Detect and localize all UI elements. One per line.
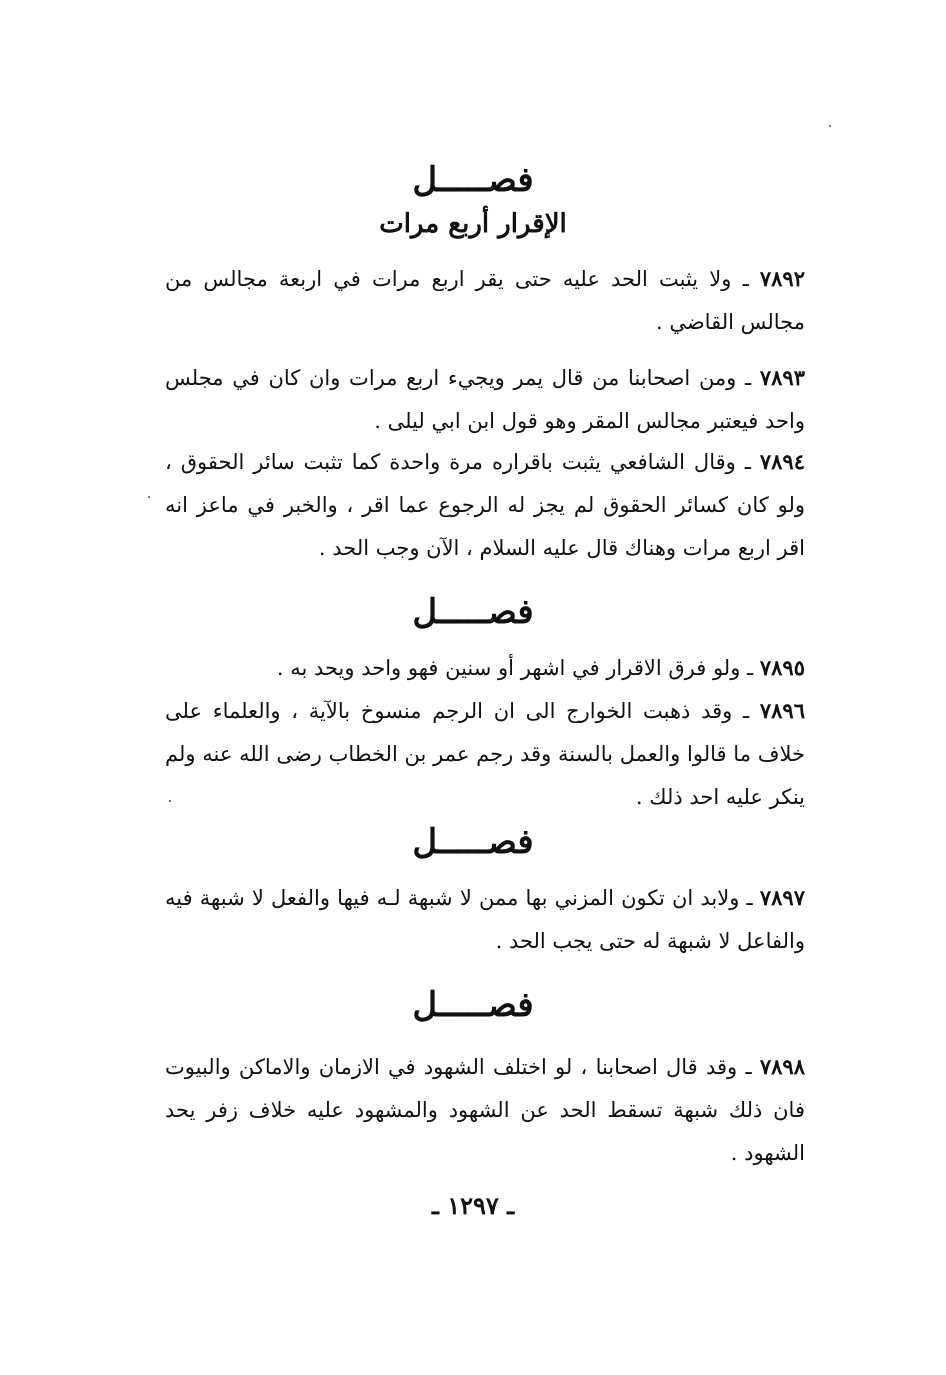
paragraph-number: ٧٨٩٢ [759,266,805,291]
paragraph-7893 [165,356,805,443]
paragraph-text: ـ ولو فرق الاقرار في اشهر أو سنين فهو واحد ويحد به . [276,656,754,680]
scan-speck [169,800,171,802]
paragraph-7892 [165,257,805,344]
paragraph-7896 [165,689,805,819]
section-heading-fasl: فصـــــل [412,985,534,1025]
paragraph-7898 [165,1045,805,1175]
paragraph-number: ٧٨٩٤ [759,449,805,474]
paragraph-text: ـ وقد ذهبت الخوارج الى ان الرجم منسوخ بالآية ، والعلماء على خلاف ما قالوا والعمل بالسنة وقد رجم عمر بن الخطاب رضى الله عنه ولم ينكر عليه احد ذلك . [165,699,805,809]
page-number: ـ ١٢٩٧ ـ [431,1191,515,1220]
scan-speck [829,125,831,127]
section-heading-fasl: فصـــــل [412,592,534,632]
paragraph-text: ـ ولا يثبت الحد عليه حتى يقر اربع مرات في اربعة مجالس من مجالس القاضي . [165,267,805,334]
paragraph-text: ـ ومن اصحابنا من قال يمر ويجيء اربع مرات وان كان في مجلس واحد فيعتبر مجالس المقر وهو قول ابن ابي ليلى . [165,366,805,433]
paragraph-number: ٧٨٩٦ [759,698,805,723]
paragraph-number: ٧٨٩٧ [759,885,805,910]
paragraph-text: ـ وقد قال اصحابنا ، لو اختلف الشهود في الازمان والاماكن والبيوت فان ذلك شبهة تسقط الحد عن الشهود والمشهود عليه خلاف زفر يحد الشهود . [165,1055,805,1165]
paragraph-7895 [165,646,805,690]
paragraph-number: ٧٨٩٣ [759,365,805,390]
paragraph-number: ٧٨٩٨ [759,1054,805,1079]
paragraph-7897 [165,876,805,963]
section-heading-fasl: فصـــــل [412,822,534,862]
paragraph-7894 [165,440,805,570]
paragraph-text: ـ ولابد ان تكون المزني بها ممن لا شبهة لـه فيها والفعل لا شبهة فيه والفاعل لا شبهة له حتى يجب الحد . [165,886,805,953]
section-subtitle: الإقرار أربع مرات [379,209,567,239]
paragraph-text: ـ وقال الشافعي يثبت باقراره مرة واحدة كما تثبت سائر الحقوق ، ولو كان كسائر الحقوق لم يجز له الرجوع عما اقر ، والخبر في ماعز انه اقر اربع مرات وهناك قال عليه السلام ، الآن وجب الحد . [165,450,805,560]
scan-speck [148,496,150,498]
paragraph-number: ٧٨٩٥ [759,655,805,680]
section-heading-fasl: فصـــــل [412,160,534,200]
